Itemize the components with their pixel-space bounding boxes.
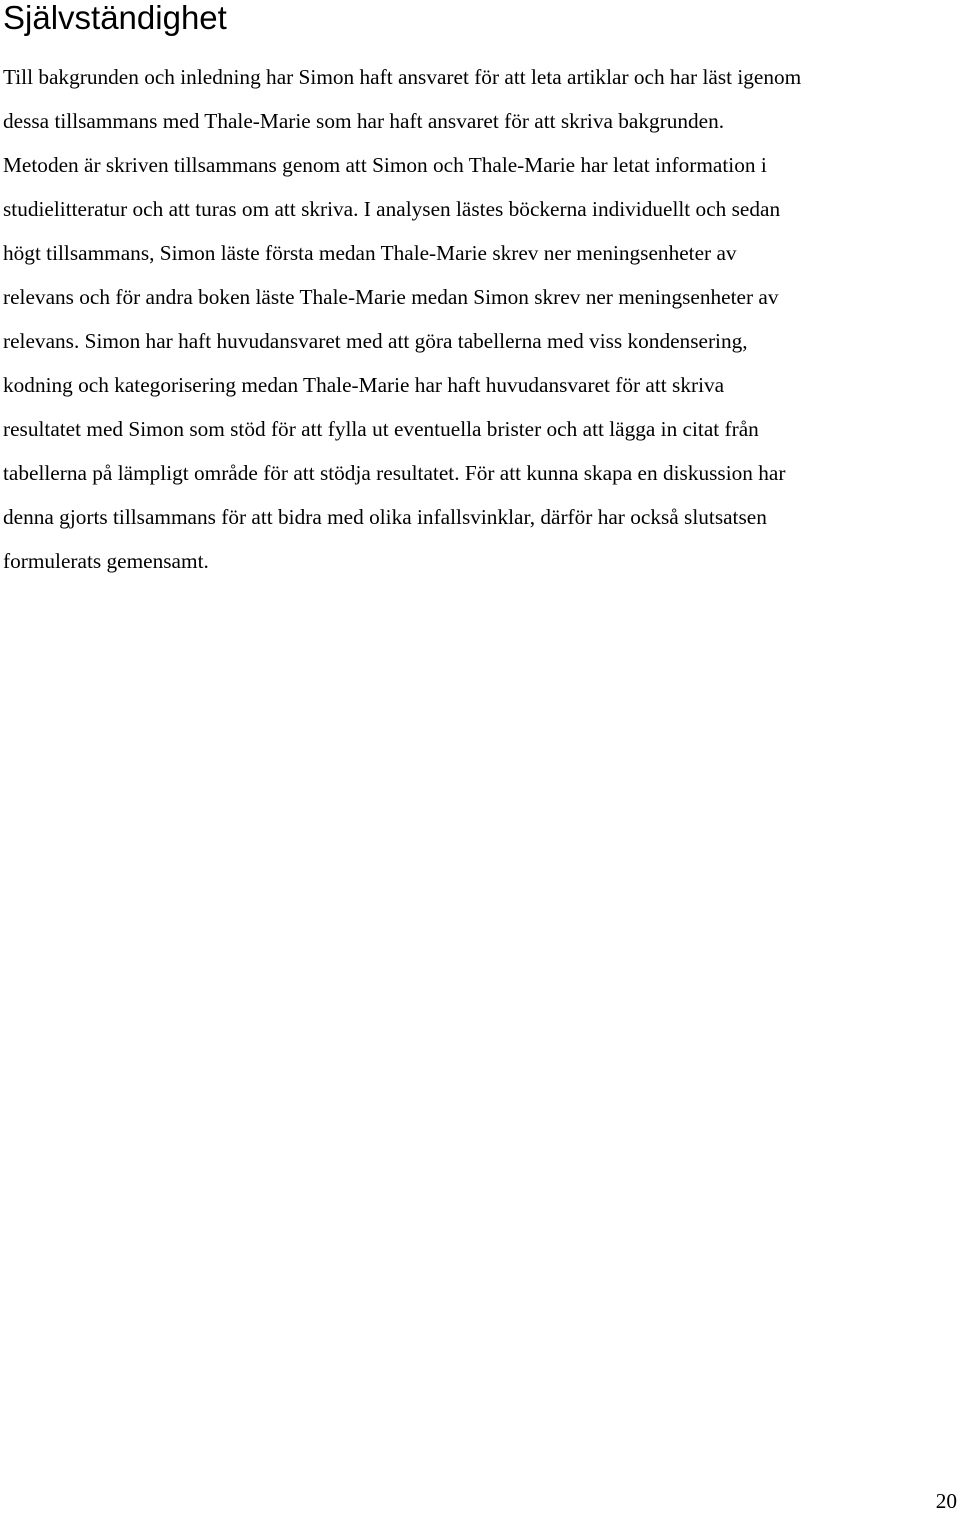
paragraph-line: Metoden är skriven tillsammans genom att Simon och Thale-Marie har letat information i [3,153,767,177]
paragraph-line: högt tillsammans, Simon läste första medan Thale-Marie skrev ner meningsenheter av [3,241,737,265]
paragraph-line: tabellerna på lämpligt område för att stödja resultatet. För att kunna skapa en diskussion har [3,461,786,485]
body-paragraph [3,55,943,583]
paragraph-line: relevans och för andra boken läste Thale-Marie medan Simon skrev ner meningsenheter av [3,285,779,309]
paragraph-line: resultatet med Simon som stöd för att fylla ut eventuella brister och att lägga in citat från [3,417,759,441]
paragraph-line: denna gjorts tillsammans för att bidra med olika infallsvinklar, därför har också slutsatsen [3,505,767,529]
page-number: 20 [935,1489,957,1513]
paragraph-line: formulerats gemensamt. [3,549,209,573]
paragraph-line: relevans. Simon har haft huvudansvaret med att göra tabellerna med viss kondensering, [3,329,748,353]
paragraph-line: studielitteratur och att turas om att skriva. I analysen lästes böckerna individuellt och sedan [3,197,781,221]
paragraph-line: dessa tillsammans med Thale-Marie som har haft ansvaret för att skriva bakgrunden. [3,109,725,133]
paragraph-line: kodning och kategorisering medan Thale-Marie har haft huvudansvaret för att skriva [3,373,725,397]
section-heading: Självständighet [3,0,227,36]
paragraph-line: Till bakgrunden och inledning har Simon haft ansvaret för att leta artiklar och har läst igenom [3,65,802,89]
